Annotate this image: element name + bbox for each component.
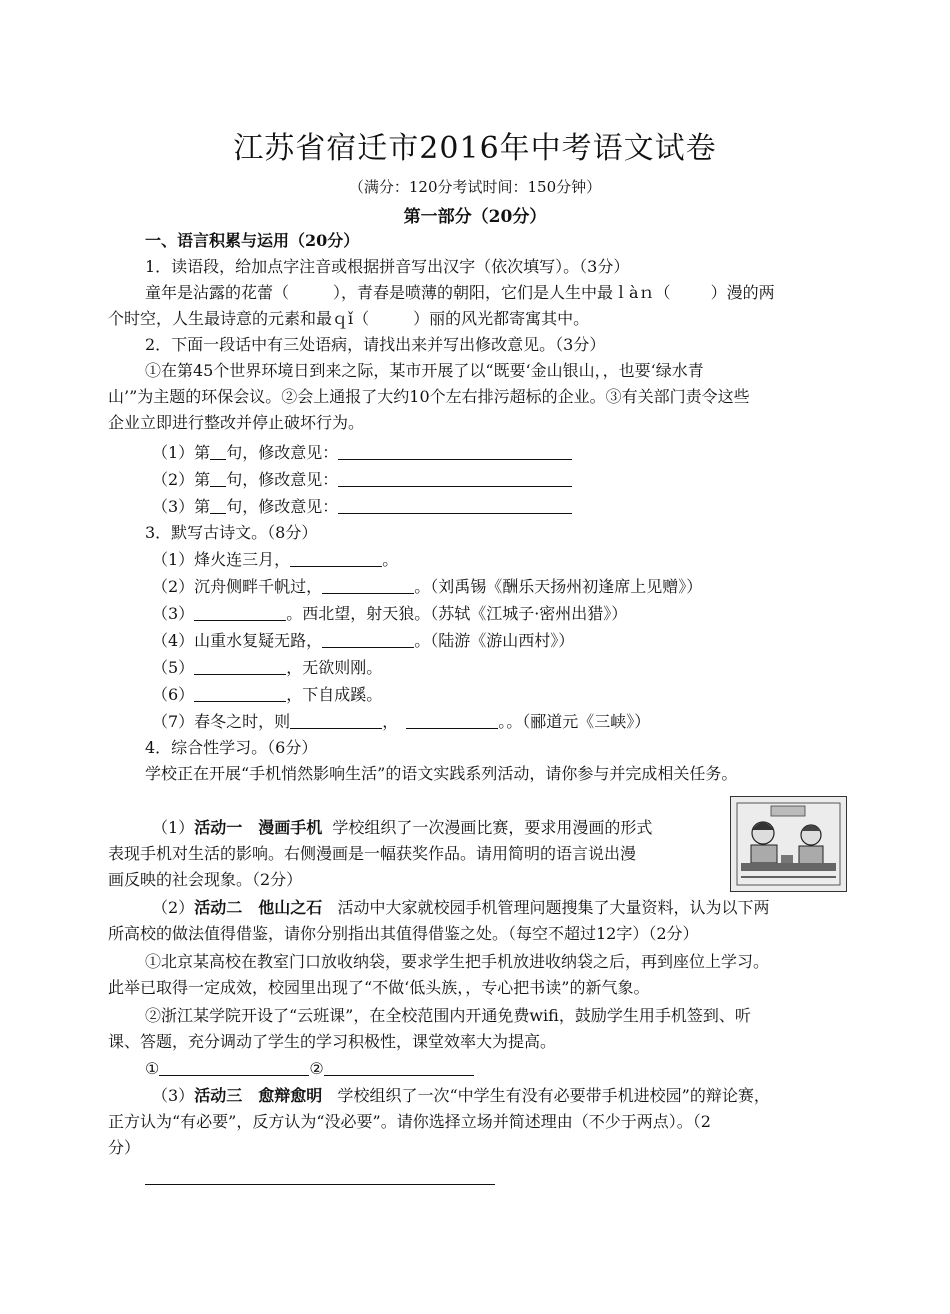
sentence-number-blank[interactable] — [210, 497, 226, 514]
cartoon-image — [730, 796, 847, 892]
q1-stem: 1．读语段，给加点字注音或根据拼音写出汉字（依次填写）。（3分） — [145, 257, 630, 276]
answer-blank-2[interactable] — [324, 1059, 474, 1076]
q3-line-4 — [152, 630, 892, 652]
poem-blank[interactable] — [406, 712, 498, 729]
q3-stem: 3．默写古诗文。（8分） — [145, 523, 318, 542]
activity-number: （2） — [152, 898, 195, 917]
q3-line-7 — [152, 711, 892, 733]
q2-para-1: ①在第45个世界环境日到来之际，某市开展了以“既要‘金山银山，，也要‘绿水青 — [145, 361, 704, 380]
q3-text: （2）沉舟侧畔千帆过， — [152, 577, 323, 596]
activity-title: 活动一 漫画手机 — [194, 818, 323, 837]
activity-2-para-2b: 课、答题，充分调动了学生的学习积极性，课堂效率大为提高。 — [108, 1032, 557, 1051]
q3-line-1 — [152, 549, 892, 571]
q2-item-label: 句，修改意见： — [226, 443, 339, 462]
sentence-number-blank[interactable] — [210, 443, 226, 460]
q3-text: 。（陆游《游山西村》） — [414, 631, 575, 650]
poem-blank[interactable] — [290, 550, 382, 567]
q2-item-label: 句，修改意见： — [226, 470, 339, 489]
cartoon-drawing — [731, 797, 846, 891]
revision-blank[interactable] — [338, 470, 572, 487]
q3-text: 。（刘禹锡《酬乐天扬州初逢席上见赠》） — [414, 577, 703, 596]
q1-text: 童年是沾露的花蕾（ — [145, 283, 290, 302]
exam-subtitle: （满分：120分考试时间：150分钟） — [348, 178, 602, 196]
q1-text: ）漫的两 — [710, 283, 775, 302]
section-heading: 一、语言积累与运用（20分） — [145, 231, 360, 250]
activity-3-line-2: 正方认为“有必要”，反方认为“没必要”。请你选择立场并简述理由（不少于两点）。（2 — [108, 1112, 711, 1131]
q3-text: 。西北望，射天狼。（苏轼《江城子·密州出猎》） — [286, 604, 628, 623]
q4-intro: 学校正在开展“手机悄然影响生活”的语文实践系列活动，请你参与并完成相关任务。 — [145, 764, 738, 783]
q1-text: ），青春是喷薄的朝阳，它们是人生中最ｌàｎ（ — [333, 283, 671, 302]
q3-text: （1）烽火连三月， — [152, 550, 291, 569]
q2-stem: 2．下面一段话中有三处语病，请找出来并写出修改意见。（3分） — [145, 335, 606, 354]
activity-text: 学校组织了一次“中学生有没有必要带手机进校园”的辩论赛， — [337, 1086, 770, 1105]
q2-item-2 — [152, 469, 892, 491]
poem-blank[interactable] — [194, 685, 286, 702]
q3-text: ， — [382, 712, 399, 731]
q2-item-1 — [152, 442, 892, 464]
q4-stem: 4．综合性学习。（6分） — [145, 738, 318, 757]
answer-marker: ② — [309, 1059, 324, 1078]
q2-item-no: （2）第 — [152, 470, 211, 489]
q2-para-2: 山’”为主题的环保会议。②会上通报了大约10个左右排污超标的企业。③有关部门责令这些 — [108, 387, 750, 406]
q3-text: （5） — [152, 658, 195, 677]
q1-line1 — [145, 282, 885, 304]
q2-item-no: （3）第 — [152, 497, 211, 516]
activity-1-line-3: 画反映的社会现象。（2分） — [108, 870, 303, 889]
q3-text: （6） — [152, 685, 195, 704]
activity-text: 活动中大家就校园手机管理问题搜集了大量资料，认为以下两 — [337, 898, 770, 917]
activity-3-answer-line[interactable] — [145, 1184, 495, 1185]
activity-2-line-1 — [152, 897, 892, 919]
q3-text: 。。（郦道元《三峡》） — [498, 712, 651, 731]
exam-title: 江苏省宿迁市2016年中考语文试卷 — [233, 131, 717, 166]
activity-2-para-1a: ①北京某高校在教室门口放收纳袋，要求学生把手机放进收纳袋之后，再到座位上学习。 — [145, 952, 770, 971]
q3-text: （7）春冬之时，则 — [152, 712, 291, 731]
q3-text: （3） — [152, 604, 195, 623]
revision-blank[interactable] — [338, 443, 572, 460]
q1-line2 — [108, 308, 848, 330]
q3-text: ，下自成蹊。 — [286, 685, 383, 704]
q3-line-2 — [152, 576, 892, 598]
activity-3-line-3: 分） — [108, 1138, 141, 1157]
activity-1-line-2: 表现手机对生活的影响。右侧漫画是一幅获奖作品。请用简明的语言说出漫 — [108, 844, 637, 863]
activity-2-para-1b: 此举已取得一定成效，校园里出现了“不做‘低头族，，专心把书读”的新气象。 — [108, 978, 650, 997]
activity-title: 活动三 愈辩愈明 — [194, 1086, 323, 1105]
poem-blank[interactable] — [322, 631, 414, 648]
poem-blank[interactable] — [194, 658, 286, 675]
answer-blank-1[interactable] — [159, 1059, 309, 1076]
activity-2-answers — [145, 1058, 885, 1080]
activity-2-para-2a: ②浙江某学院开设了“云班课”，在全校范围内开通免费wifi，鼓励学生用手机签到、听 — [145, 1006, 751, 1025]
revision-blank[interactable] — [338, 497, 572, 514]
answer-marker: ① — [145, 1059, 160, 1078]
q3-line-5 — [152, 657, 892, 679]
sentence-number-blank[interactable] — [210, 470, 226, 487]
activity-number: （1） — [152, 818, 195, 837]
activity-number: （3） — [152, 1086, 195, 1105]
q3-line-3 — [152, 603, 892, 625]
q1-text: 个时空，人生最诗意的元素和最ｑǐ（ — [108, 309, 370, 328]
q3-text: （4）山重水复疑无路， — [152, 631, 323, 650]
q3-text: 。 — [382, 550, 399, 569]
q2-item-3 — [152, 496, 892, 518]
activity-text: 学校组织了一次漫画比赛，要求用漫画的形式 — [332, 818, 653, 837]
poem-blank[interactable] — [290, 712, 382, 729]
poem-blank[interactable] — [194, 604, 286, 621]
q1-text: ）丽的风光都寄寓其中。 — [413, 309, 590, 328]
q3-text: ，无欲则刚。 — [286, 658, 383, 677]
activity-title: 活动二 他山之石 — [194, 898, 323, 917]
q3-line-6 — [152, 684, 892, 706]
q2-para-3: 企业立即进行整改并停止破坏行为。 — [108, 413, 365, 432]
poem-blank[interactable] — [322, 577, 414, 594]
part-heading: 第一部分（20分） — [403, 207, 547, 227]
activity-3-line-1 — [152, 1085, 892, 1107]
activity-2-line-2: 所高校的做法值得借鉴，请你分别指出其值得借鉴之处。（每空不超过12字）（2分） — [108, 924, 699, 943]
q2-item-no: （1）第 — [152, 443, 211, 462]
q2-item-label: 句，修改意见： — [226, 497, 339, 516]
